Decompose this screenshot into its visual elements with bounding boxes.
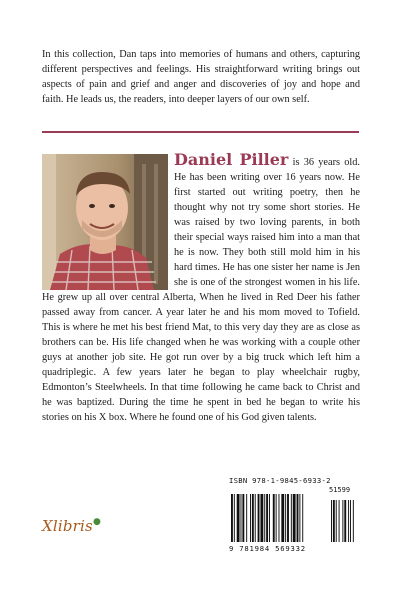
section-divider <box>42 131 359 133</box>
book-blurb: In this collection, Dan taps into memories of humans and others, capturing different perspectives and feelings. His straightforward writing brings out aspects of pain and grief and anger and discoveries of joy and hope and faith. He leads us, the readers, into deeper layers of our own self. <box>42 49 360 106</box>
publisher-name: Xlibris <box>42 517 93 535</box>
publisher-logo <box>42 517 101 535</box>
author-bio-text: is 36 years old. He has been writing over 16 years now. He first started out writing poetry, then he thought why not try some short stories. He was raised by two loving parents, in both their special ways raised him into a man that he is now. They both still mold him in his hard times. He has one sister her name is Jen she is one of the strongest women in his life. He grew up all over central Alberta, When he lived in Red Deer his father passed away from cancer. A year later he and his mom moved to Tofield. This is where he met his best friend Mat, to this very day they are as close as brothers can be. His life changed when he was working with a couple other guys at another job site. He got run over by a big truck which left him a quadriplegic. A few years later he began to play wheelchair rugby, Edmonton’s Steelwheels. In that time following he came back to Christ and he was baptized. During the time he spent in bed he began to write his stories on his X box. Where he found one of his God given talents. <box>42 157 360 423</box>
logo-mark-icon: ● <box>92 517 102 527</box>
author-bio <box>42 152 360 425</box>
barcode-panel <box>225 475 366 557</box>
price-code-text: 51599 <box>329 486 351 494</box>
author-name: Daniel Piller <box>174 150 289 169</box>
photo-spacer <box>42 152 168 288</box>
barcode-icon <box>231 494 361 544</box>
isbn-text: ISBN 978-1-9845-6933-2 <box>229 476 331 485</box>
ean-digits: 9 781984 569332 <box>229 544 306 553</box>
